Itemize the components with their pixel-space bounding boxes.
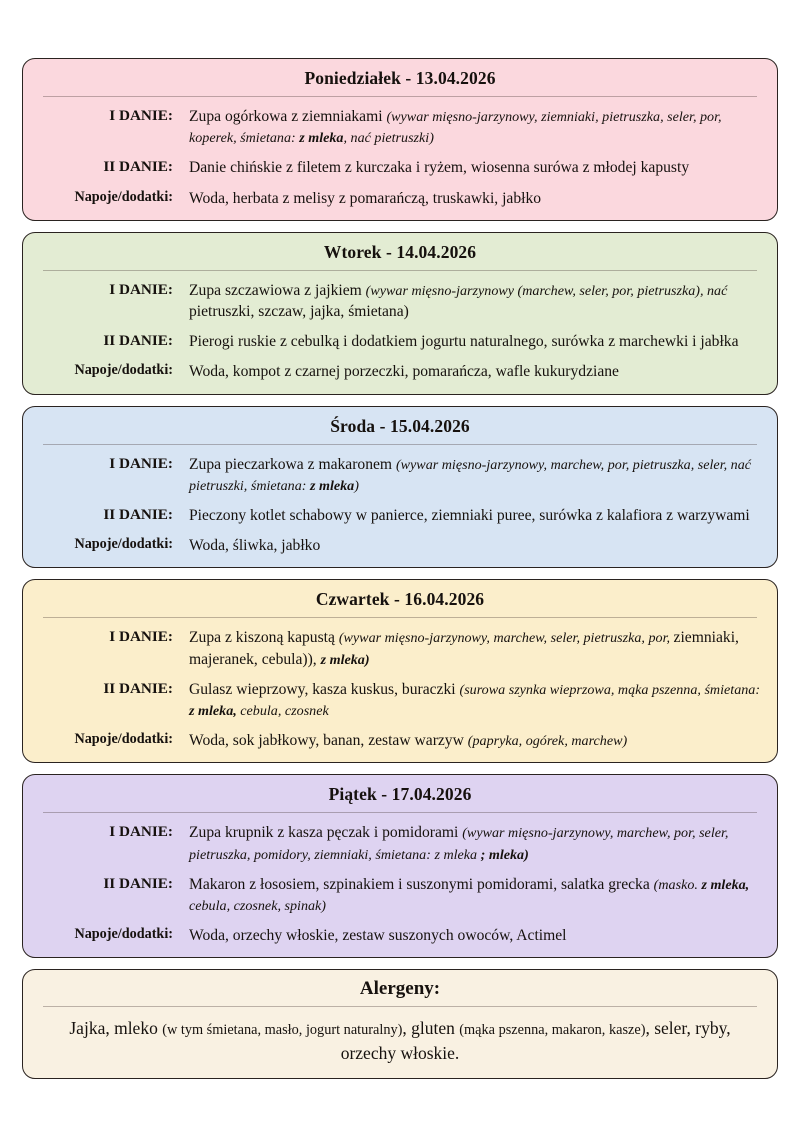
day-card-poniedzialek <box>22 58 778 221</box>
day-card-piatek <box>22 774 778 958</box>
menu-row-label: I DANIE: <box>109 280 173 298</box>
text-segment: Woda, orzechy włoskie, zestaw suszonych owoców, Actimel <box>189 927 567 945</box>
text-segment: Jajka, mleko <box>69 1018 163 1039</box>
menu-row <box>37 361 763 382</box>
text-segment: z mleka, <box>189 703 237 720</box>
menu-row-value <box>189 505 763 526</box>
menu-row <box>37 730 763 751</box>
menu-row-label: I DANIE: <box>109 628 173 646</box>
text-segment: pietruszki, szczaw, jajka, śmietana) <box>189 303 409 321</box>
menu-row-label: Napoje/dodatki: <box>74 536 173 553</box>
text-segment: Danie chińskie z filetem z kurczaka i ryżem, wiosenna surówa z młodej kapusty <box>189 159 690 177</box>
text-segment: z mleka) <box>320 651 370 668</box>
day-title-divider <box>43 617 757 618</box>
day-rows <box>37 627 763 751</box>
menu-row-value <box>189 535 763 556</box>
menu-row-value <box>189 361 763 382</box>
menu-row-value <box>189 730 763 751</box>
text-segment: Zupa ogórkowa z ziemniakami <box>189 108 387 125</box>
menu-row <box>37 106 763 148</box>
day-title: Środa - 15.04.2026 <box>330 415 470 436</box>
menu-row-value <box>189 822 763 864</box>
menu-row-value <box>189 627 763 669</box>
allergens-title: Alergeny: <box>359 978 441 1000</box>
day-card-czwartek <box>22 579 778 763</box>
text-segment: (wywar mięsno-jarzynowy (marchew, seler, por, pietruszka), nać <box>365 282 728 299</box>
allergens-divider <box>43 1006 757 1007</box>
menu-row-label: I DANIE: <box>109 454 173 472</box>
text-segment: Pierogi ruskie z cebulką i dodatkiem jogurtu naturalnego, surówka z marchewki i jabłka <box>189 333 739 351</box>
menu-row-label: Napoje/dodatki: <box>74 731 173 748</box>
menu-row <box>37 331 763 352</box>
text-segment: , seler, ryby, orzechy włoskie. <box>340 1018 731 1064</box>
day-title: Czwartek - 16.04.2026 <box>315 589 485 610</box>
day-title-divider <box>43 96 757 97</box>
menu-row-value <box>189 679 763 721</box>
text-segment: (surowa szynka wieprzowa, mąka pszenna, śmietana: <box>459 681 761 698</box>
text-segment: Woda, kompot z czarnej porzeczki, pomarańcza, wafle kukurydziane <box>189 363 619 381</box>
text-segment: z mleka, <box>701 876 750 893</box>
menu-row <box>37 505 763 526</box>
text-segment: (wywar mięsno-jarzynowy, marchew, seler, pietruszka, por, <box>338 630 674 647</box>
menu-row-value <box>189 331 763 352</box>
text-segment: Zupa krupnik z kasza pęczak i pomidorami <box>189 824 463 842</box>
text-segment: (mąka pszenna, makaron, kasze) <box>459 1022 646 1039</box>
day-title-divider <box>43 812 757 813</box>
text-segment: , gluten <box>402 1018 460 1039</box>
menu-row-value <box>189 106 763 148</box>
text-segment: z mleka <box>299 130 344 147</box>
menu-row-value <box>189 188 763 209</box>
text-segment: Zupa szczawiowa z jajkiem <box>189 281 366 299</box>
day-card-sroda <box>22 406 778 569</box>
text-segment: (wywar mięsno-jarzynowy, marchew, por, seler, pietruszka, pomidory, ziemniaki, śmietana: z mleka <box>189 825 729 863</box>
menu-row <box>37 679 763 721</box>
text-segment: Woda, sok jabłkowy, banan, zestaw warzyw <box>189 732 468 750</box>
text-segment: ; mleka) <box>480 846 529 863</box>
text-segment: Woda, herbata z melisy z pomarańczą, truskawki, jabłko <box>189 189 542 207</box>
text-segment: Pieczony kotlet schabowy w panierce, ziemniaki puree, surówka z kalafiora z warzywami <box>189 507 750 525</box>
day-title: Wtorek - 14.04.2026 <box>323 241 477 262</box>
menu-row <box>37 925 763 946</box>
day-title: Piątek - 17.04.2026 <box>328 784 472 805</box>
text-segment: Gulasz wieprzowy, kasza kuskus, buraczki <box>189 680 460 698</box>
menu-row <box>37 454 763 496</box>
text-segment: (wywar mięsno-jarzynowy, ziemniaki, pietruszka, seler, por, koperek, śmietana: <box>189 109 722 147</box>
day-cards-container <box>22 58 778 958</box>
day-title: Poniedziałek - 13.04.2026 <box>304 68 496 88</box>
menu-row-label: Napoje/dodatki: <box>74 926 173 943</box>
text-segment: Zupa pieczarkowa z makaronem <box>189 455 396 473</box>
menu-row-label: II DANIE: <box>103 679 173 697</box>
text-segment: (w tym śmietana, masło, jogurt naturalny) <box>162 1022 403 1039</box>
menu-row <box>37 280 763 322</box>
menu-row-label: II DANIE: <box>103 332 173 350</box>
text-segment: ziemniaki, majeranek, cebula)), <box>189 629 739 668</box>
text-segment: z mleka <box>309 477 355 494</box>
text-segment: (papryka, ogórek, marchew) <box>467 733 628 750</box>
menu-row-value <box>189 157 763 178</box>
allergens-card <box>22 969 778 1079</box>
menu-row-label: I DANIE: <box>109 823 173 841</box>
day-rows <box>37 454 763 557</box>
menu-row-label: Napoje/dodatki: <box>74 188 173 205</box>
menu-row-label: II DANIE: <box>103 874 173 892</box>
text-segment: cebula, czosnek, spinak) <box>189 898 326 915</box>
text-segment: cebula, czosnek <box>236 703 329 720</box>
allergens-text <box>37 1016 763 1066</box>
text-segment: Zupa z kiszoną kapustą <box>189 629 339 647</box>
menu-row <box>37 822 763 864</box>
day-title-divider <box>43 444 757 445</box>
menu-row <box>37 188 763 209</box>
text-segment: Woda, śliwka, jabłko <box>189 537 321 555</box>
day-title-divider <box>43 270 757 271</box>
text-segment: Makaron z łososiem, szpinakiem i suszonymi pomidorami, salatka grecka <box>189 875 654 893</box>
menu-row-value <box>189 280 763 322</box>
menu-row-value <box>189 874 763 916</box>
text-segment: (masko. <box>653 876 702 893</box>
menu-row-label: Napoje/dodatki: <box>74 362 173 379</box>
menu-row-label: II DANIE: <box>103 158 173 176</box>
menu-row-value <box>189 925 763 946</box>
text-segment: , nać pietruszki) <box>343 130 434 147</box>
menu-row <box>37 535 763 556</box>
day-rows <box>37 822 763 946</box>
day-card-wtorek <box>22 232 778 395</box>
menu-row-value <box>189 454 763 496</box>
menu-row <box>37 627 763 669</box>
day-rows <box>37 106 763 209</box>
menu-row-label: I DANIE: <box>109 107 173 124</box>
day-rows <box>37 280 763 383</box>
menu-row-label: II DANIE: <box>103 506 173 524</box>
text-segment: (wywar mięsno-jarzynowy, marchew, por, pietruszka, seler, nać pietruszki, śmietana: <box>189 456 752 494</box>
menu-row <box>37 874 763 916</box>
menu-row <box>37 157 763 178</box>
text-segment: ) <box>354 477 359 494</box>
